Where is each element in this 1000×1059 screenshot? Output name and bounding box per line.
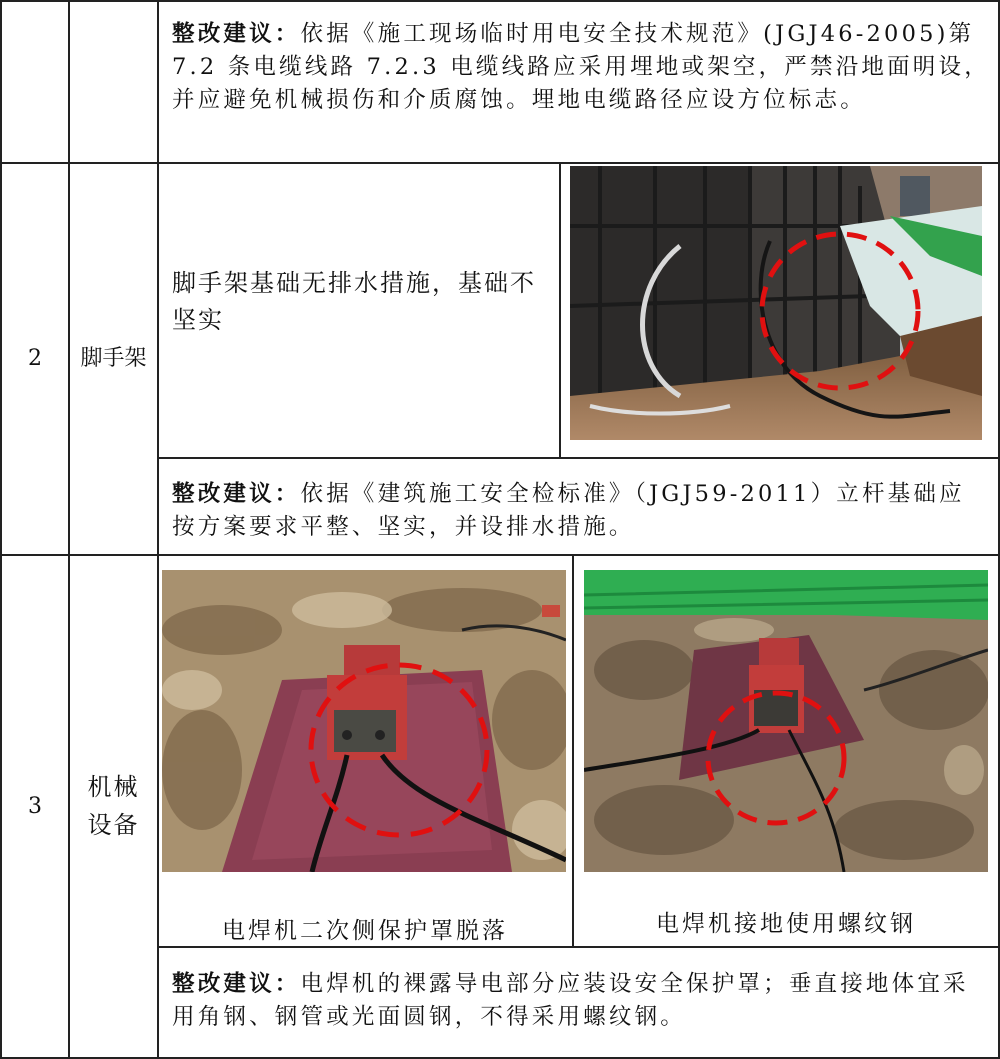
row-category xyxy=(70,555,157,1057)
issue-text: 脚手架基础无排水措施，基础不坚实 xyxy=(172,269,536,334)
welder-grounding-photo xyxy=(584,570,988,872)
row3-suggestion xyxy=(160,958,998,1056)
welder-cover-photo xyxy=(162,570,566,872)
suggestion-label: 整改建议： xyxy=(172,971,301,997)
suggestion-label: 整改建议： xyxy=(172,481,301,507)
photo-caption: 电焊机接地使用螺纹钢 xyxy=(656,911,916,937)
category-line2: 设备 xyxy=(87,811,140,839)
row-number: 3 xyxy=(28,793,42,819)
row-number: 2 xyxy=(28,346,42,371)
row1-suggestion xyxy=(160,8,998,162)
suggestion-label: 整改建议： xyxy=(172,21,301,47)
photo-caption: 电焊机二次侧保护罩脱落 xyxy=(222,918,508,944)
suggestion-text: 电焊机的裸露导电部分应装设安全保护罩；垂直接地体宜采用角钢、钢管或光面圆钢，不得采用螺纹钢。 xyxy=(172,971,969,1030)
category-line1: 机械 xyxy=(87,773,140,801)
suggestion-text: 依据《建筑施工安全检标准》（JGJ59-2011）立杆基础应按方案要求平整、坚实，并设排水措施。 xyxy=(172,481,965,540)
row2-suggestion xyxy=(160,468,998,554)
row-category: 脚手架 xyxy=(80,345,147,371)
row2-issue xyxy=(160,265,558,385)
suggestion-text: 依据《施工现场临时用电安全技术规范》(JGJ46-2005)第 7.2 条电缆线路 7.2.3 电缆线路应采用埋地或架空，严禁沿地面明设，并应避免机械损伤和介质腐蚀。埋地电缆路径应设方位标志。 xyxy=(172,21,990,113)
scaffold-photo xyxy=(570,166,982,440)
